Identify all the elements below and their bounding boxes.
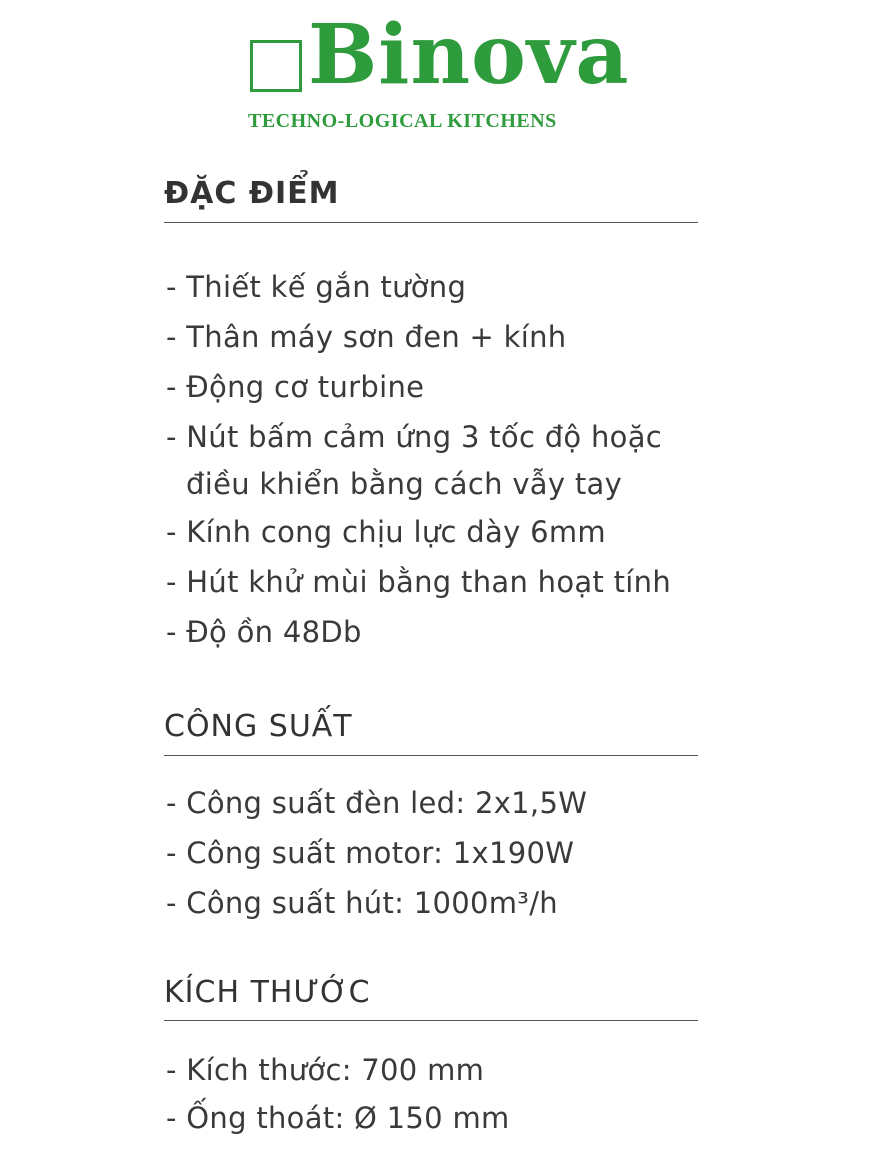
feature-item: - Nút bấm cảm ứng 3 tốc độ hoặc — [166, 420, 663, 454]
feature-item: - Động cơ turbine — [166, 370, 425, 404]
features-divider — [164, 222, 698, 223]
feature-item: - Hút khử mùi bằng than hoạt tính — [166, 565, 672, 599]
dimension-item: - Kích thước: 700 mm — [166, 1053, 485, 1087]
power-item: - Công suất motor: 1x190W — [166, 836, 575, 870]
feature-item: - Thân máy sơn đen + kính — [166, 320, 567, 354]
feature-item: - Kính cong chịu lực dày 6mm — [166, 515, 606, 549]
power-item: - Công suất hút: 1000m³/h — [166, 886, 558, 920]
logo-square-icon — [250, 40, 302, 92]
dimensions-divider — [164, 1020, 698, 1021]
power-title: CÔNG SUẤT — [164, 709, 353, 744]
brand-logo — [248, 7, 630, 138]
feature-item-continued: điều khiển bằng cách vẫy tay — [186, 467, 623, 501]
features-title: ĐẶC ĐIỂM — [164, 176, 340, 211]
brand-tagline: TECHNO-LOGICAL KITCHENS — [248, 110, 557, 132]
dimensions-title: KÍCH THƯỚC — [164, 975, 371, 1010]
power-item: - Công suất đèn led: 2x1,5W — [166, 786, 588, 820]
feature-item: - Độ ồn 48Db — [166, 615, 362, 649]
power-divider — [164, 755, 698, 756]
brand-name: Binova — [308, 7, 630, 103]
feature-item: - Thiết kế gắn tường — [166, 270, 467, 304]
dimension-item: - Ống thoát: Ø 150 mm — [166, 1101, 510, 1135]
